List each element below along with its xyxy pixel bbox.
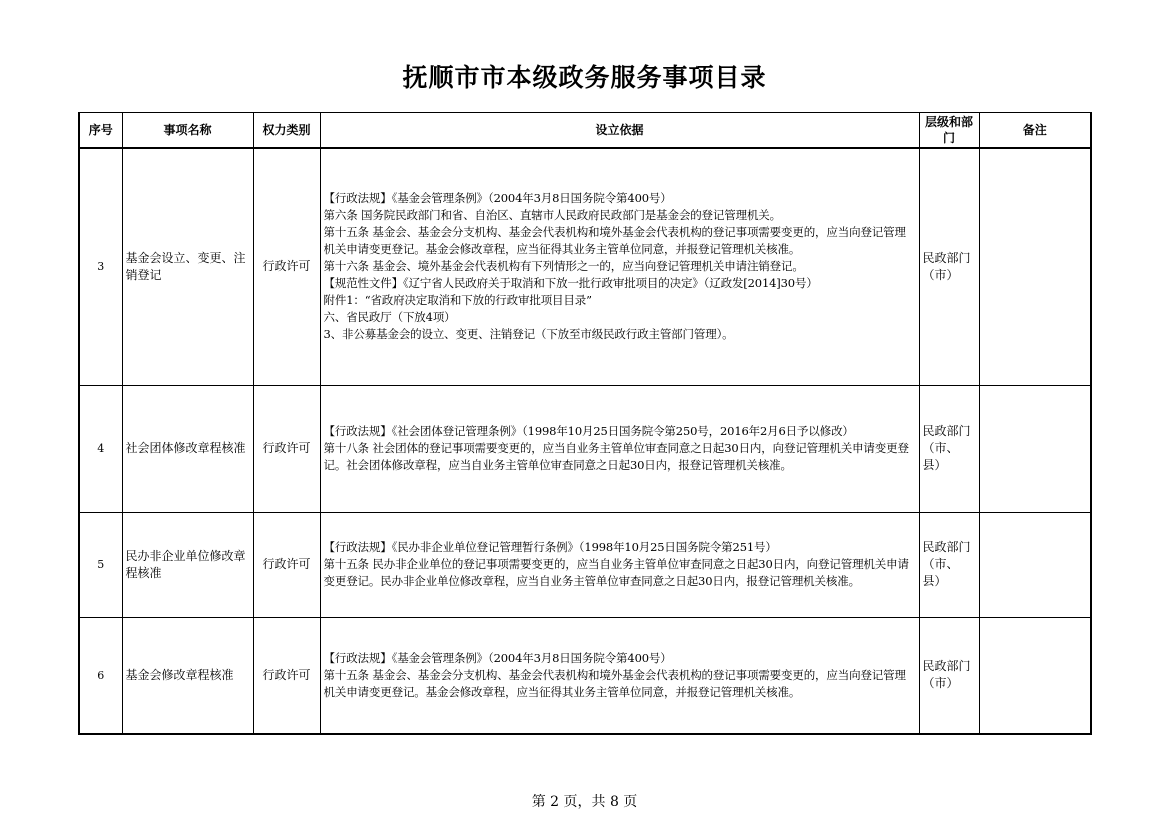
cell-seq: 5 <box>79 512 122 617</box>
table-row <box>79 617 1091 734</box>
document-title: 抚顺市市本级政务服务事项目录 <box>402 63 767 92</box>
header-kind: 权力类别 <box>253 113 320 149</box>
cell-kind: 行政许可 <box>253 512 320 617</box>
cell-basis <box>320 512 919 617</box>
basis-line: 第十五条 基金会、基金会分支机构、基金会代表机构和境外基金会代表机构的登记事项需要变更的，应当向登记管理机关申请变更登记。基金会修改章程，应当征得其业务主管单位同意，并报登记管理机关核准。 <box>323 225 906 257</box>
cell-dept: 民政部门（市、县） <box>919 512 979 617</box>
cell-dept: 民政部门（市） <box>919 617 979 734</box>
cell-basis <box>320 148 919 385</box>
cell-dept: 民政部门（市、县） <box>919 385 979 512</box>
header-basis: 设立依据 <box>320 113 919 149</box>
cell-name: 社会团体修改章程核准 <box>122 385 253 512</box>
cell-remark <box>979 385 1091 512</box>
cell-remark <box>979 148 1091 385</box>
header-seq: 序号 <box>79 113 122 149</box>
basis-line: 3、非公募基金会的设立、变更、注销登记（下放至市级民政行政主管部门管理）。 <box>323 327 734 342</box>
cell-remark <box>979 512 1091 617</box>
cell-name: 基金会设立、变更、注销登记 <box>122 148 253 385</box>
cell-remark <box>979 617 1091 734</box>
table-header-row <box>79 113 1091 149</box>
cell-name: 基金会修改章程核准 <box>122 617 253 734</box>
table-row <box>79 148 1091 385</box>
basis-line: 六、省民政厅（下放4项） <box>323 310 456 325</box>
basis-line: 【行政法规】《民办非企业单位登记管理暂行条例》（1998年10月25日国务院令第251号） <box>323 540 777 554</box>
basis-line: 第六条 国务院民政部门和省、自治区、直辖市人民政府民政部门是基金会的登记管理机关。 <box>323 208 782 223</box>
basis-line: 【行政法规】《基金会管理条例》（2004年3月8日国务院令第400号） <box>323 650 672 665</box>
cell-seq: 3 <box>79 148 122 385</box>
basis-line: 【规范性文件】《辽宁省人民政府关于取消和下放一批行政审批项目的决定》（辽政发[2014]30号） <box>323 276 818 291</box>
service-catalog-table <box>78 112 1092 735</box>
cell-kind: 行政许可 <box>253 148 320 385</box>
basis-line: 附件1：“省政府决定取消和下放的行政审批项目目录” <box>323 293 592 308</box>
cell-kind: 行政许可 <box>253 385 320 512</box>
basis-line: 第十六条 基金会、境外基金会代表机构有下列情形之一的，应当向登记管理机关申请注销登记。 <box>323 259 804 274</box>
header-dept: 层级和部门 <box>919 113 979 149</box>
header-name: 事项名称 <box>122 113 253 149</box>
basis-line: 【行政法规】《基金会管理条例》（2004年3月8日国务院令第400号） <box>323 191 672 206</box>
table-row <box>79 385 1091 512</box>
cell-basis <box>320 617 919 734</box>
basis-line: 第十五条 基金会、基金会分支机构、基金会代表机构和境外基金会代表机构的登记事项需要变更的，应当向登记管理机关申请变更登记。基金会修改章程，应当征得其业务主管单位同意，并报登记管理机关核准。 <box>323 667 906 699</box>
table-row <box>79 512 1091 617</box>
cell-seq: 6 <box>79 617 122 734</box>
basis-line: 第十五条 民办非企业单位的登记事项需要变更的，应当自业务主管单位审查同意之日起30日内，向登记管理机关申请变更登记。民办非企业单位修改章程，应当自业务主管单位审查同意之日起30日内，报登记管理机关核准。 <box>323 557 909 588</box>
cell-kind: 行政许可 <box>253 617 320 734</box>
page-footer: 第 2 页，共 8 页 <box>531 794 638 810</box>
basis-line: 第十八条 社会团体的登记事项需要变更的，应当自业务主管单位审查同意之日起30日内，向登记管理机关申请变更登记。社会团体修改章程，应当自业务主管单位审查同意之日起30日内，报登记管理机关核准。 <box>323 441 909 472</box>
cell-seq: 4 <box>79 385 122 512</box>
basis-line: 【行政法规】《社会团体登记管理条例》（1998年10月25日国务院令第250号，2016年2月6日予以修改） <box>323 424 854 438</box>
cell-basis <box>320 385 919 512</box>
table-body <box>79 148 1091 734</box>
cell-name: 民办非企业单位修改章程核准 <box>122 512 253 617</box>
header-remark: 备注 <box>979 113 1091 149</box>
cell-dept: 民政部门（市） <box>919 148 979 385</box>
